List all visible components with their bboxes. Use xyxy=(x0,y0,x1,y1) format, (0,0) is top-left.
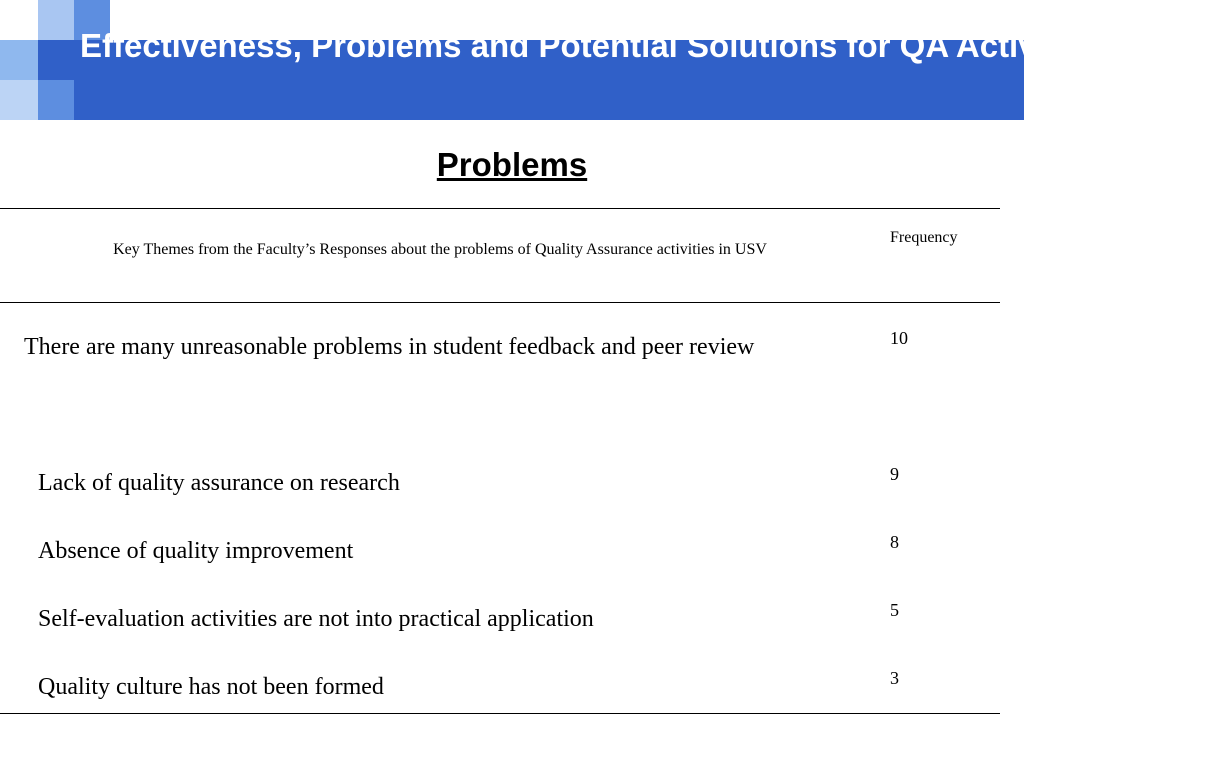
table-row-theme: There are many unreasonable problems in student feedback and peer review xyxy=(24,334,755,360)
column-header-themes: Key Themes from the Faculty’s Responses about the problems of Quality Assurance activities in USV xyxy=(113,241,767,258)
table-header-rule xyxy=(0,302,1000,303)
table-row-theme: Self-evaluation activities are not into practical application xyxy=(38,606,594,632)
table-top-rule xyxy=(0,208,1000,209)
table-row-frequency: 9 xyxy=(890,464,899,484)
table-row-theme: Lack of quality assurance on research xyxy=(38,470,400,496)
table-row-theme: Absence of quality improvement xyxy=(38,538,354,564)
decor-square xyxy=(0,80,38,120)
section-heading: Problems xyxy=(436,146,588,183)
decor-square xyxy=(0,0,38,40)
table-row-frequency: 3 xyxy=(890,668,899,688)
table-row-frequency: 8 xyxy=(890,532,899,552)
decor-square xyxy=(38,80,74,120)
table-row-theme: Quality culture has not been formed xyxy=(38,674,384,700)
table-row-frequency: 10 xyxy=(890,328,908,348)
column-header-frequency: Frequency xyxy=(890,229,958,246)
decor-square xyxy=(0,40,38,80)
table-row-frequency: 5 xyxy=(890,600,899,620)
slide-title: Effectiveness, Problems and Potential Solutions for QA Activities (cont.) xyxy=(80,27,1213,64)
decor-square xyxy=(38,0,74,40)
